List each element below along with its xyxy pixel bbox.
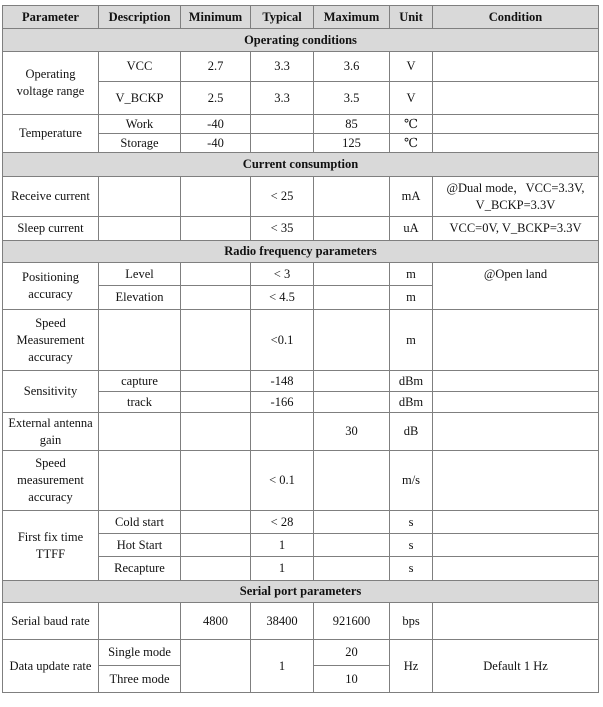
header-typical: Typical — [251, 6, 314, 29]
desc-hot-start: Hot Start — [99, 534, 181, 557]
desc-level: Level — [99, 263, 181, 286]
section-serial-port: Serial port parameters — [3, 581, 599, 603]
unit-cold-start: s — [390, 511, 433, 534]
param-temperature: Temperature — [3, 115, 99, 153]
header-parameter: Parameter — [3, 6, 99, 29]
table-row — [3, 640, 599, 666]
param-external-antenna-gain: External antenna gain — [3, 413, 99, 451]
header-condition: Condition — [433, 6, 599, 29]
table-row — [3, 413, 599, 451]
typ-speed-1: <0.1 — [251, 310, 314, 371]
max-vbckp: 3.5 — [314, 82, 390, 115]
desc-antenna — [99, 413, 181, 451]
table-row — [3, 310, 599, 371]
cond-track — [433, 392, 599, 413]
unit-speed-2: m/s — [390, 451, 433, 511]
param-data-update-rate: Data update rate — [3, 640, 99, 693]
max-work: 85 — [314, 115, 390, 134]
cond-vbckp — [433, 82, 599, 115]
max-storage: 125 — [314, 134, 390, 153]
unit-recapture: s — [390, 557, 433, 581]
min-capture — [181, 371, 251, 392]
table-row — [3, 451, 599, 511]
cond-vcc — [433, 52, 599, 82]
typ-elevation: < 4.5 — [251, 286, 314, 310]
typ-sleep-current: < 35 — [251, 217, 314, 241]
cond-antenna — [433, 413, 599, 451]
max-receive-current — [314, 177, 390, 217]
min-level — [181, 263, 251, 286]
min-elevation — [181, 286, 251, 310]
typ-receive-current: < 25 — [251, 177, 314, 217]
max-sleep-current — [314, 217, 390, 241]
max-capture — [314, 371, 390, 392]
section-row — [3, 581, 599, 603]
unit-level: m — [390, 263, 433, 286]
param-sensitivity: Sensitivity — [3, 371, 99, 413]
table-row — [3, 511, 599, 534]
desc-receive-current — [99, 177, 181, 217]
cond-baud — [433, 603, 599, 640]
param-serial-baud-rate: Serial baud rate — [3, 603, 99, 640]
param-first-fix-time: First fix time TTFF — [3, 511, 99, 581]
section-current-consumption: Current consumption — [3, 153, 599, 177]
min-storage: -40 — [181, 134, 251, 153]
typ-cold-start: < 28 — [251, 511, 314, 534]
cond-receive-current: @Dual mode，VCC=3.3V, V_BCKP=3.3V — [433, 177, 599, 217]
unit-work: ℃ — [390, 115, 433, 134]
param-sleep-current: Sleep current — [3, 217, 99, 241]
max-speed-2 — [314, 451, 390, 511]
min-recapture — [181, 557, 251, 581]
table-row — [3, 115, 599, 134]
cond-speed-1 — [433, 310, 599, 371]
unit-antenna: dB — [390, 413, 433, 451]
desc-speed-1 — [99, 310, 181, 371]
param-positioning-accuracy: Positioning accuracy — [3, 263, 99, 310]
cond-cold-start — [433, 511, 599, 534]
max-hot-start — [314, 534, 390, 557]
param-operating-voltage: Operating voltage range — [3, 52, 99, 115]
typ-work — [251, 115, 314, 134]
desc-storage: Storage — [99, 134, 181, 153]
typ-baud: 38400 — [251, 603, 314, 640]
unit-vcc: V — [390, 52, 433, 82]
unit-vbckp: V — [390, 82, 433, 115]
min-update-rate — [181, 640, 251, 693]
desc-vbckp: V_BCKP — [99, 82, 181, 115]
max-speed-1 — [314, 310, 390, 371]
desc-sleep-current — [99, 217, 181, 241]
unit-elevation: m — [390, 286, 433, 310]
desc-work: Work — [99, 115, 181, 134]
max-antenna: 30 — [314, 413, 390, 451]
cond-recapture — [433, 557, 599, 581]
table-row — [3, 217, 599, 241]
desc-recapture: Recapture — [99, 557, 181, 581]
param-speed-measurement-accuracy-2: Speed measurement accuracy — [3, 451, 99, 511]
min-sleep-current — [181, 217, 251, 241]
max-track — [314, 392, 390, 413]
min-receive-current — [181, 177, 251, 217]
max-cold-start — [314, 511, 390, 534]
section-radio-frequency: Radio frequency parameters — [3, 241, 599, 263]
section-row — [3, 29, 599, 52]
unit-capture: dBm — [390, 371, 433, 392]
table-row — [3, 52, 599, 82]
min-cold-start — [181, 511, 251, 534]
desc-vcc: VCC — [99, 52, 181, 82]
unit-baud: bps — [390, 603, 433, 640]
header-row — [3, 6, 599, 29]
unit-receive-current: mA — [390, 177, 433, 217]
typ-hot-start: 1 — [251, 534, 314, 557]
typ-vbckp: 3.3 — [251, 82, 314, 115]
cond-positioning: @Open land — [433, 263, 599, 310]
desc-track: track — [99, 392, 181, 413]
header-unit: Unit — [390, 6, 433, 29]
typ-update-rate: 1 — [251, 640, 314, 693]
unit-speed-1: m — [390, 310, 433, 371]
min-antenna — [181, 413, 251, 451]
desc-capture: capture — [99, 371, 181, 392]
typ-capture: -148 — [251, 371, 314, 392]
cond-storage — [433, 134, 599, 153]
unit-update-rate: Hz — [390, 640, 433, 693]
typ-level: < 3 — [251, 263, 314, 286]
cond-work — [433, 115, 599, 134]
max-three-mode: 10 — [314, 666, 390, 693]
min-track — [181, 392, 251, 413]
cond-update-rate: Default 1 Hz — [433, 640, 599, 693]
min-vcc: 2.7 — [181, 52, 251, 82]
typ-antenna — [251, 413, 314, 451]
min-speed-1 — [181, 310, 251, 371]
unit-track: dBm — [390, 392, 433, 413]
param-speed-measurement-accuracy: Speed Measurement accuracy — [3, 310, 99, 371]
typ-track: -166 — [251, 392, 314, 413]
desc-elevation: Elevation — [99, 286, 181, 310]
cond-capture — [433, 371, 599, 392]
min-baud: 4800 — [181, 603, 251, 640]
cond-hot-start — [433, 534, 599, 557]
typ-storage — [251, 134, 314, 153]
cond-sleep-current: VCC=0V, V_BCKP=3.3V — [433, 217, 599, 241]
header-description: Description — [99, 6, 181, 29]
table-row — [3, 603, 599, 640]
typ-vcc: 3.3 — [251, 52, 314, 82]
unit-hot-start: s — [390, 534, 433, 557]
section-row — [3, 241, 599, 263]
desc-three-mode: Three mode — [99, 666, 181, 693]
header-maximum: Maximum — [314, 6, 390, 29]
section-operating-conditions: Operating conditions — [3, 29, 599, 52]
cond-speed-2 — [433, 451, 599, 511]
max-recapture — [314, 557, 390, 581]
unit-sleep-current: uA — [390, 217, 433, 241]
min-work: -40 — [181, 115, 251, 134]
param-receive-current: Receive current — [3, 177, 99, 217]
min-hot-start — [181, 534, 251, 557]
max-vcc: 3.6 — [314, 52, 390, 82]
table-row — [3, 371, 599, 392]
desc-baud — [99, 603, 181, 640]
min-speed-2 — [181, 451, 251, 511]
desc-cold-start: Cold start — [99, 511, 181, 534]
max-elevation — [314, 286, 390, 310]
desc-speed-2 — [99, 451, 181, 511]
table-row — [3, 177, 599, 217]
max-single-mode: 20 — [314, 640, 390, 666]
max-level — [314, 263, 390, 286]
spec-table — [2, 5, 599, 693]
max-baud: 921600 — [314, 603, 390, 640]
desc-single-mode: Single mode — [99, 640, 181, 666]
typ-speed-2: < 0.1 — [251, 451, 314, 511]
typ-recapture: 1 — [251, 557, 314, 581]
unit-storage: ℃ — [390, 134, 433, 153]
section-row — [3, 153, 599, 177]
table-row — [3, 263, 599, 286]
min-vbckp: 2.5 — [181, 82, 251, 115]
header-minimum: Minimum — [181, 6, 251, 29]
